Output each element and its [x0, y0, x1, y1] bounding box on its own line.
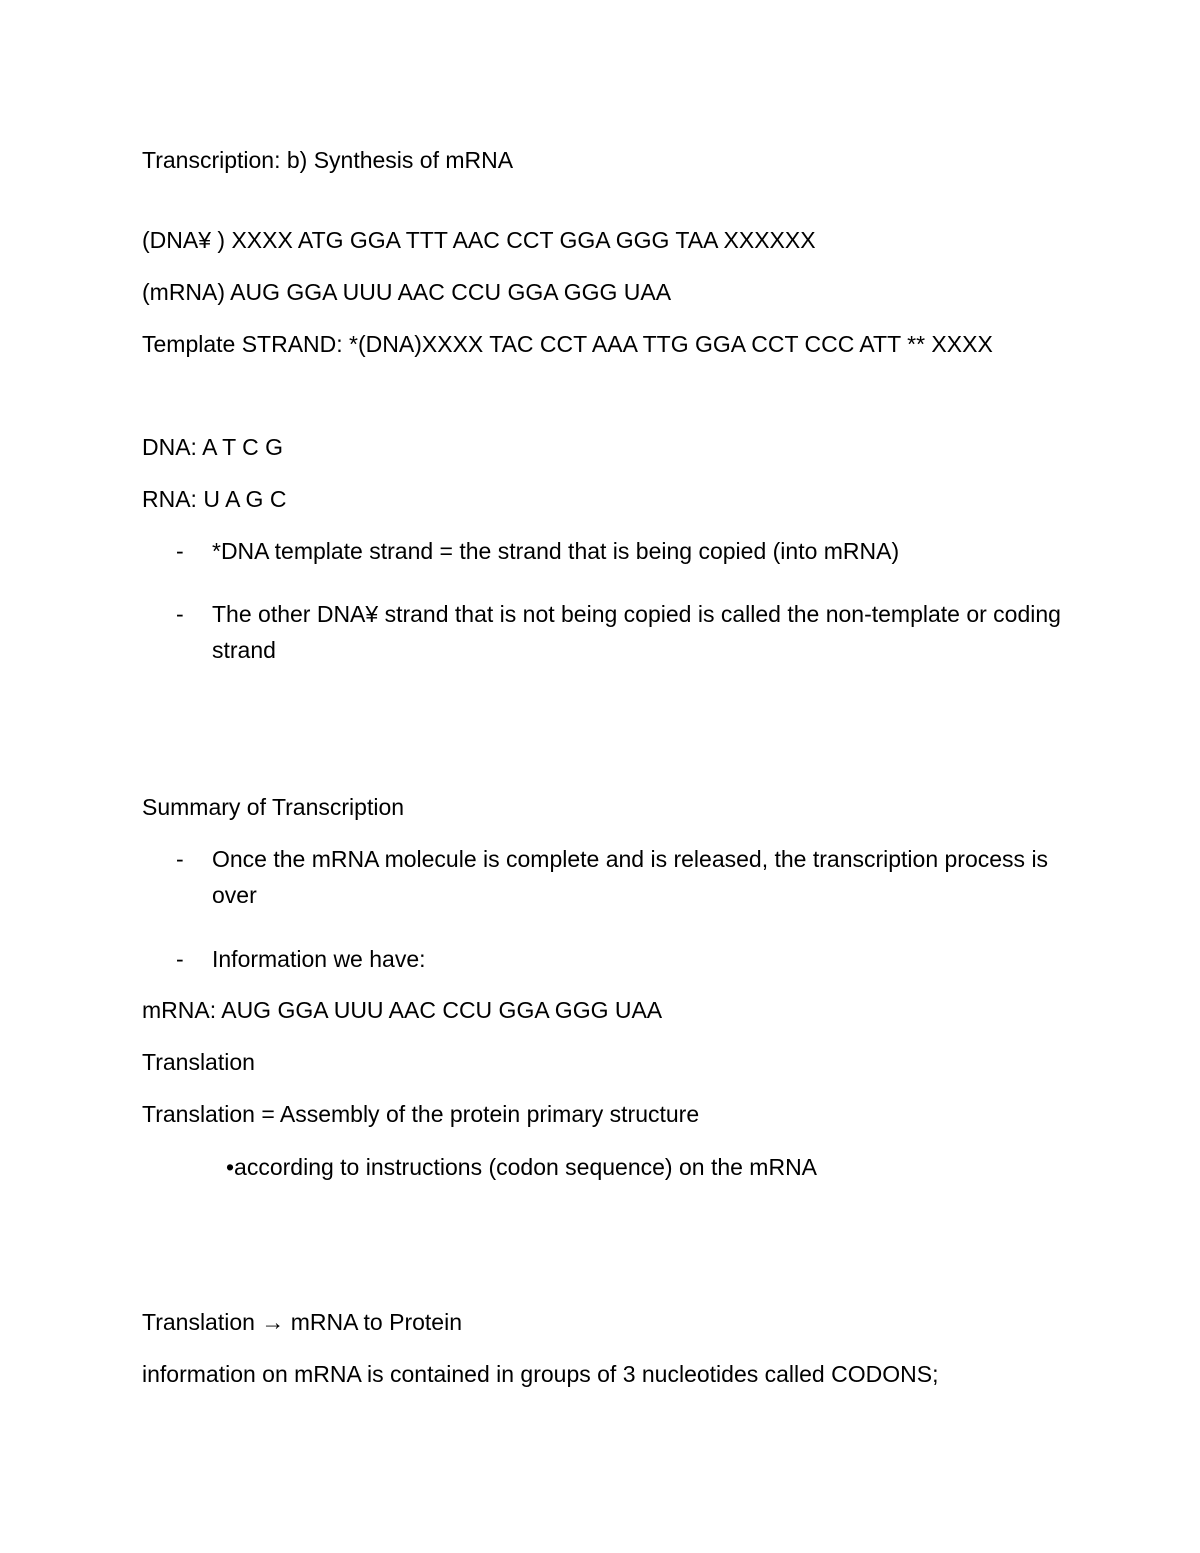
- dna-sequence-line: (DNA¥ ) XXXX ATG GGA TTT AAC CCT GGA GGG TAA XXXXXX: [142, 227, 816, 253]
- dna-bases-line: DNA: A T C G: [142, 434, 284, 460]
- bullet-information-we-have: [142, 941, 1062, 977]
- bullet-text: Once the mRNA molecule is complete and is released, the transcription process is over: [212, 846, 1049, 908]
- mrna-summary-line: mRNA: AUG GGA UUU AAC CCU GGA GGG UAA: [142, 997, 663, 1023]
- bullet-text: Information we have:: [212, 946, 426, 972]
- bullet-text: *DNA template strand = the strand that is being copied (into mRNA): [212, 538, 900, 564]
- bullet-dash: -: [176, 946, 184, 972]
- bullet-dash: -: [176, 846, 184, 872]
- heading-translation: Translation: [142, 1049, 255, 1075]
- bullet-dash: -: [176, 601, 184, 627]
- codons-info-line: information on mRNA is contained in groups of 3 nucleotides called CODONS;: [142, 1361, 939, 1387]
- rna-bases-line: RNA: U A G C: [142, 486, 287, 512]
- bullet-mrna-complete: [142, 841, 1062, 913]
- heading-translation-mrna-to-protein: Translation → mRNA to Protein: [142, 1309, 462, 1335]
- bullet-template-strand: [142, 533, 1062, 569]
- mrna-sequence-line: (mRNA) AUG GGA UUU AAC CCU GGA GGG UAA: [142, 279, 672, 305]
- bullet-non-template-strand: [142, 596, 1062, 668]
- template-strand-line: Template STRAND: *(DNA)XXXX TAC CCT AAA TTG GGA CCT CCC ATT ** XXXX: [142, 331, 993, 357]
- sub-bullet-codon-sequence: •according to instructions (codon sequence) on the mRNA: [226, 1154, 818, 1180]
- bullet-dash: -: [176, 538, 184, 564]
- bullet-text: The other DNA¥ strand that is not being copied is called the non-template or coding strand: [212, 601, 1061, 663]
- translation-definition: Translation = Assembly of the protein primary structure: [142, 1101, 700, 1127]
- heading-transcription-synthesis: Transcription: b) Synthesis of mRNA: [142, 147, 514, 173]
- heading-summary-of-transcription: Summary of Transcription: [142, 794, 405, 820]
